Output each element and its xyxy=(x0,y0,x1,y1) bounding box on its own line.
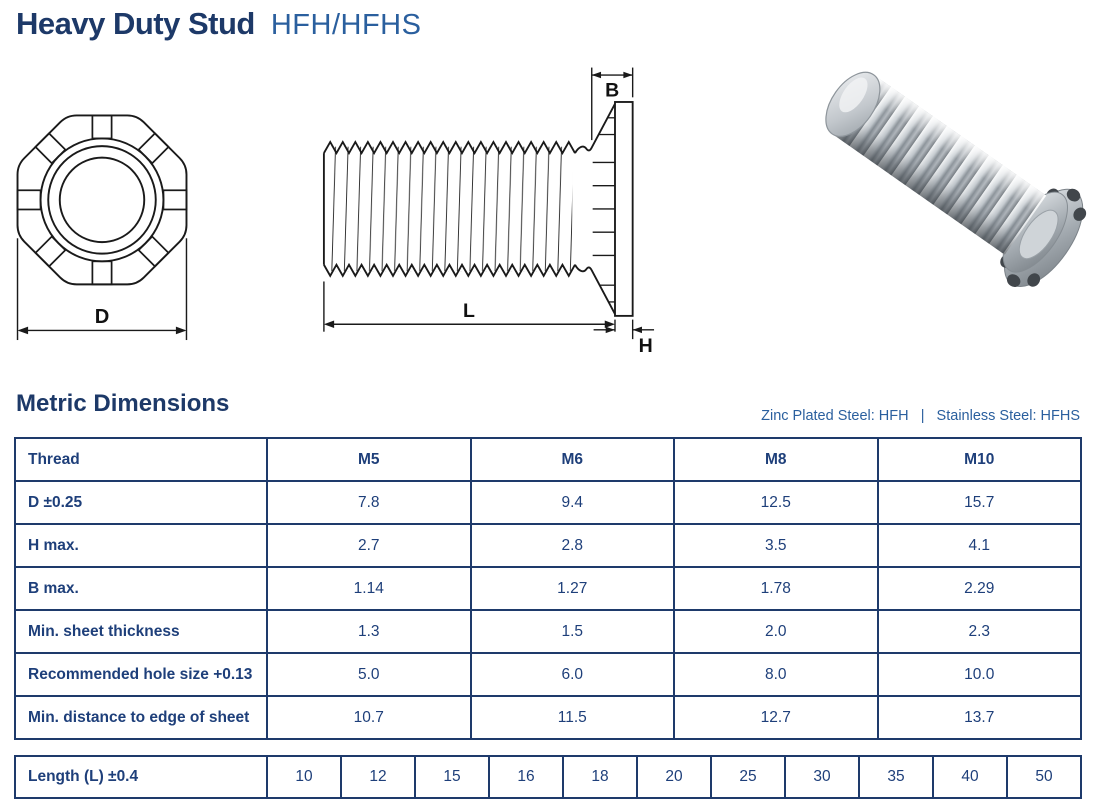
value-cell: 1.3 xyxy=(267,610,471,653)
length-row xyxy=(15,756,1081,798)
value-cell: 2.29 xyxy=(878,567,1082,610)
side-view-drawing xyxy=(296,58,668,358)
length-cell: 16 xyxy=(489,756,563,798)
table-header-row xyxy=(15,438,1081,481)
dim-label-h: H xyxy=(638,335,653,358)
table-row xyxy=(15,610,1081,653)
column-header: M10 xyxy=(878,438,1082,481)
product-code: HFH/HFHS xyxy=(270,9,422,41)
table-row xyxy=(15,481,1081,524)
value-cell: 8.0 xyxy=(674,653,878,696)
table-row xyxy=(15,567,1081,610)
length-cell: 18 xyxy=(563,756,637,798)
value-cell: 2.3 xyxy=(878,610,1082,653)
length-cell: 10 xyxy=(267,756,341,798)
length-cell: 12 xyxy=(341,756,415,798)
length-cell: 15 xyxy=(415,756,489,798)
length-table xyxy=(14,755,1082,799)
length-cell: 50 xyxy=(1007,756,1081,798)
page-title xyxy=(16,6,421,42)
value-cell: 7.8 xyxy=(267,481,471,524)
row-label: Min. distance to edge of sheet xyxy=(15,696,267,739)
product-photo xyxy=(806,62,1092,354)
value-cell: 1.14 xyxy=(267,567,471,610)
length-label: Length (L) ±0.4 xyxy=(15,756,267,798)
value-cell: 15.7 xyxy=(878,481,1082,524)
table-row xyxy=(15,653,1081,696)
product-name: Heavy Duty Stud xyxy=(16,6,255,41)
row-label: B max. xyxy=(15,567,267,610)
value-cell: 9.4 xyxy=(471,481,675,524)
table-row xyxy=(15,696,1081,739)
dim-label-l: L xyxy=(463,299,475,322)
value-cell: 1.78 xyxy=(674,567,878,610)
front-view-drawing xyxy=(6,92,198,350)
dim-label-b: B xyxy=(605,79,620,102)
dimensions-table xyxy=(14,437,1082,740)
value-cell: 2.8 xyxy=(471,524,675,567)
value-cell: 10.0 xyxy=(878,653,1082,696)
value-cell: 6.0 xyxy=(471,653,675,696)
length-cell: 35 xyxy=(859,756,933,798)
corner-label: Thread xyxy=(15,438,267,481)
value-cell: 10.7 xyxy=(267,696,471,739)
section-heading: Metric Dimensions xyxy=(16,390,230,417)
value-cell: 3.5 xyxy=(674,524,878,567)
value-cell: 2.0 xyxy=(674,610,878,653)
value-cell: 11.5 xyxy=(471,696,675,739)
dim-label-d: D xyxy=(94,305,110,328)
length-cell: 30 xyxy=(785,756,859,798)
value-cell: 1.27 xyxy=(471,567,675,610)
row-label: Recommended hole size +0.13 xyxy=(15,653,267,696)
column-header: M5 xyxy=(267,438,471,481)
row-label: Min. sheet thickness xyxy=(15,610,267,653)
value-cell: 13.7 xyxy=(878,696,1082,739)
material-note: Zinc Plated Steel: HFH | Stainless Steel: HFHS xyxy=(761,408,1080,424)
length-cell: 40 xyxy=(933,756,1007,798)
length-cell: 25 xyxy=(711,756,785,798)
value-cell: 1.5 xyxy=(471,610,675,653)
value-cell: 4.1 xyxy=(878,524,1082,567)
length-cell: 20 xyxy=(637,756,711,798)
value-cell: 12.5 xyxy=(674,481,878,524)
table-row xyxy=(15,524,1081,567)
column-header: M8 xyxy=(674,438,878,481)
row-label: H max. xyxy=(15,524,267,567)
row-label: D ±0.25 xyxy=(15,481,267,524)
value-cell: 5.0 xyxy=(267,653,471,696)
value-cell: 2.7 xyxy=(267,524,471,567)
column-header: M6 xyxy=(471,438,675,481)
value-cell: 12.7 xyxy=(674,696,878,739)
